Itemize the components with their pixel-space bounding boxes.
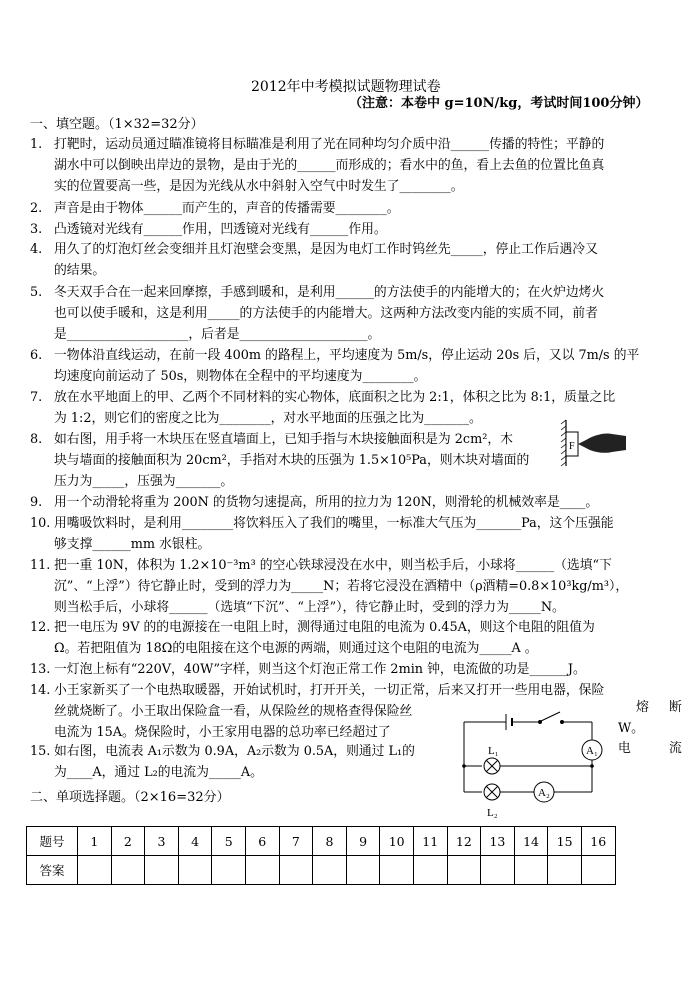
question-number: 4. (30, 242, 43, 257)
section-1-heading: 一、填空题。（1×32=32分） (30, 117, 204, 132)
table-header-label: 题号 (27, 827, 78, 856)
ammeter-a1-label: A₁ (586, 745, 598, 757)
question-number: 2. (30, 201, 43, 216)
answer-cell[interactable] (111, 856, 145, 885)
question-line: 如右图，用手将一木块压在竖直墙面上，已知手指与木块接触面积是为 2cm²，木 (54, 432, 513, 447)
question-line: 为 1:2，则它们的密度之比为________，对水平地面的压强之比为_______。 (54, 411, 482, 426)
circuit-diagram (454, 708, 616, 820)
ammeter-a2-label: A₂ (538, 787, 550, 799)
lamp-l2-label: L₂ (487, 807, 498, 819)
question-line: 均速度向前运动了 50s，则物体在全程中的平均速度为________。 (54, 369, 427, 384)
answer-cell[interactable] (145, 856, 179, 885)
question-number-cell: 12 (447, 827, 481, 856)
answer-cell[interactable] (313, 856, 347, 885)
question-line: 放在水平地面上的甲、乙两个不同材料的实心物体，底面积之比为 2:1，体积之比为 8:1，质量之比 (54, 390, 616, 405)
question-number: 1. (30, 137, 43, 152)
question-number-cell: 16 (581, 827, 615, 856)
question-number: 12. (30, 620, 51, 635)
question-line: 一物体沿直线运动，在前一段 400m 的路程上，平均速度为 5m/s，停止运动 20s 后，又以 7m/s 的平 (54, 348, 640, 363)
question-line: 则当松手后，小球将______（选填“下沉”、“上浮”），待它静止时，受到的浮力为_____N。 (54, 600, 565, 615)
figure-wall-block-hand (560, 418, 630, 468)
question-line: 小王家新买了一个电热取暖器，开始试机时，打开开关，一切正常，后来又打开一些用电器，保险 (54, 683, 605, 698)
exam-title: 2012年中考模拟试题物理试卷 (251, 79, 441, 95)
lamp-l1-label: L₁ (488, 745, 499, 757)
question-number-cell: 2 (111, 827, 145, 856)
answer-cell[interactable] (178, 856, 212, 885)
force-label: F (569, 441, 575, 452)
question-number: 14. (30, 683, 51, 698)
section-2-heading: 二、单项选择题。（2×16=32分） (30, 790, 230, 805)
question-number: 10. (30, 516, 51, 531)
question-number-cell: 4 (178, 827, 212, 856)
q15-tail-a: 电 (618, 741, 631, 756)
question-line: 把一电压为 9V 的的电源接在一电阻上时，测得通过电阻的电流为 0.45A，则这个电阻的阻值为 (54, 620, 595, 635)
question-number-cell: 1 (78, 827, 112, 856)
question-line: 凸透镜对光线有______作用，凹透镜对光线有______作用。 (54, 222, 387, 237)
question-number-cell: 15 (548, 827, 582, 856)
question-line: 压力为_____，压强为_______。 (54, 474, 234, 489)
answer-cell[interactable] (78, 856, 112, 885)
question-line: 冬天双手合在一起来回摩擦，手感到暖和，是利用______的方法使手的内能增大的；在火炉边烤火 (54, 285, 605, 300)
q15-tail-b: 流 (669, 741, 682, 756)
question-line: 一灯泡上标有“220V，40W”字样，则当这个灯泡正常工作 2min 钟，电流做的功是______J。 (54, 662, 586, 677)
question-number: 9. (30, 495, 43, 510)
answer-cell[interactable] (413, 856, 447, 885)
q14-tail-a: 熔 (636, 700, 649, 715)
question-number-cell: 11 (413, 827, 447, 856)
question-number-cell: 5 (212, 827, 246, 856)
question-number: 8. (30, 432, 43, 447)
question-line: 湖水中可以倒映出岸边的景物，是由于光的______而形成的；看水中的鱼，看上去鱼的位置比鱼真 (54, 158, 605, 173)
question-line: 沉”、“上浮”）待它静止时，受到的浮力为_____N；若将它浸没在酒精中（ρ酒精=0.8×10³kg/m³）， (54, 579, 629, 594)
question-number-cell: 10 (380, 827, 414, 856)
answer-cell[interactable] (245, 856, 279, 885)
answer-cell[interactable] (279, 856, 313, 885)
answer-cell[interactable] (346, 856, 380, 885)
answer-cell[interactable] (581, 856, 615, 885)
question-number: 13. (30, 662, 51, 677)
question-number-cell: 8 (313, 827, 347, 856)
table-answer-label: 答案 (27, 856, 78, 885)
question-line: 是___________________，后者是____________________。 (54, 327, 381, 342)
question-number: 15. (30, 744, 51, 759)
question-number: 11. (30, 558, 51, 573)
question-line: 打靶时，运动员通过瞄准镜将目标瞄准是利用了光在同种均匀介质中沿______传播的特性；平静的 (54, 137, 605, 152)
answer-cell[interactable] (380, 856, 414, 885)
answer-cell[interactable] (212, 856, 246, 885)
question-number-cell: 6 (245, 827, 279, 856)
question-line: 也可以使手暖和，这是利用_____的方法使手的内能增大。这两种方法改变内能的实质不同，前者 (54, 306, 598, 321)
question-line: 电流为 15A。烧保险时，小王家用电器的总功率已经超过了 (54, 725, 391, 740)
question-line: 把一重 10N，体积为 1.2×10⁻³m³ 的空心铁球浸没在水中，则当松手后，小球将______（选填“下 (54, 558, 612, 573)
question-number-cell: 13 (481, 827, 515, 856)
question-line: 用一个动滑轮将重为 200N 的货物匀速提高，所用的拉力为 120N，则滑轮的机械效率是____。 (54, 495, 599, 510)
question-line: 用嘴吸饮料时，是利用________将饮料压入了我们的嘴里，一标准大气压为_______Pa，这个压强能 (54, 516, 614, 531)
question-line: 如右图，电流表 A₁示数为 0.9A，A₂示数为 0.5A，则通过 L₁的 (54, 744, 415, 759)
question-line: 丝就烧断了。小王取出保险盒一看，从保险丝的规格查得保险丝 (54, 704, 413, 719)
question-number-cell: 9 (346, 827, 380, 856)
question-line: 为____A，通过 L₂的电流为_____A。 (54, 765, 263, 780)
question-line: 够支撑______mm 水银柱。 (54, 537, 211, 552)
question-line: 块与墙面的接触面积为 20cm²，手指对木块的压强为 1.5×10⁵Pa，则木块对墙面的 (54, 453, 530, 468)
question-line: 的结果。 (54, 263, 106, 278)
exam-note: （注意：本卷中 g=10N/kg，考试时间100分钟） (349, 96, 649, 111)
question-number-cell: 3 (145, 827, 179, 856)
question-number: 5. (30, 285, 43, 300)
answer-cell[interactable] (447, 856, 481, 885)
q14-tail-b: 断 (669, 700, 682, 715)
question-number: 7. (30, 390, 43, 405)
answer-cell[interactable] (481, 856, 515, 885)
question-number-cell: 14 (514, 827, 548, 856)
question-line: Ω。若把阻值为 18Ω的电阻接在这个电源的两端，则通过这个电阻的电流为_____A 。 (54, 641, 538, 656)
question-line: 用久了的灯泡灯丝会变细并且灯泡壁会变黑，是因为电灯工作时钨丝先_____，停止工作后遇冷又 (54, 242, 598, 257)
question-number-cell: 7 (279, 827, 313, 856)
question-number: 3. (30, 222, 43, 237)
answer-table (26, 826, 616, 885)
answer-cell[interactable] (548, 856, 582, 885)
question-number: 6. (30, 348, 43, 363)
question-line: 声音是由于物体______而产生的，声音的传播需要________。 (54, 201, 400, 216)
question-line: 实的位置要高一些，是因为光线从水中斜射入空气中时发生了________。 (54, 179, 464, 194)
q14-tail-c: W。 (618, 721, 644, 736)
answer-cell[interactable] (514, 856, 548, 885)
